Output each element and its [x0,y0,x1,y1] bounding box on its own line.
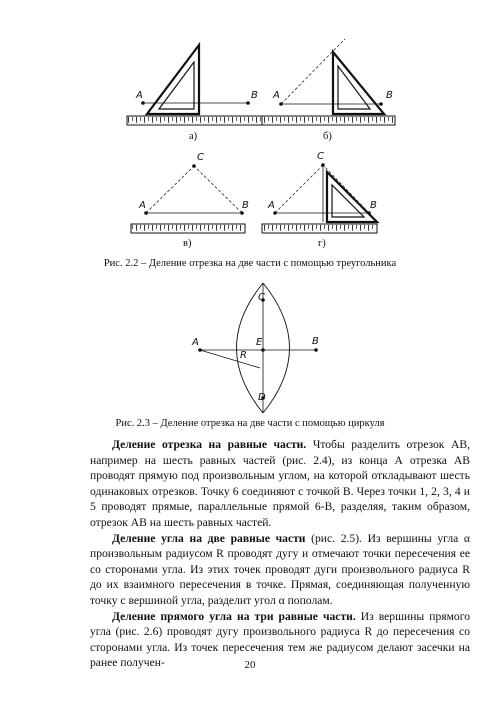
label-c: C [317,151,324,162]
paragraph-heading: Деление угла на две равные части [112,531,306,545]
dashed-ac [275,165,323,213]
figure-caption-2-3: Рис. 2.3 – Деление отрезка на две части с помощью циркуля [115,418,385,429]
figure-caption-2-2: Рис. 2.2 – Деление отрезка на две части с помощью треугольника [103,258,397,269]
figure-g [262,163,377,233]
label-e: E [256,337,263,348]
dashed-line [281,39,345,104]
set-square [147,45,199,114]
subfigure-label-a: а) [189,131,198,142]
label-a: A [268,200,275,211]
paragraph-1 [90,437,470,531]
page-number: 20 [244,659,256,671]
label-a: A [139,200,146,211]
label-b: B [386,90,393,101]
figure-b [262,39,395,125]
ruler [131,224,245,233]
label-c: C [197,152,204,163]
point-a [279,102,283,106]
label-b: B [370,200,377,211]
ruler [262,224,377,233]
point-c [321,163,325,167]
subfigure-label-v: в) [183,238,192,249]
label-r: R [240,350,247,361]
paragraph-body: Чтобы разделить отрезок АВ, например на шесть равных частей (рис. 2.4), из конца А отрезка АВ проводят прямую под произвольным углом, на которой откладывают шесть одинаковых отрезков. Точку 6 соединяют с точкой В. Через точки 1, 2, 3, 4 и 5 проводят прямые, параллельные прямой 6-В, разделяя, таким образом, отрезок АВ на шесть равных частей. [90,438,470,529]
figure-v [131,164,245,233]
label-c: C [258,292,265,303]
paragraph-2 [90,531,470,609]
subfigure-label-b: б) [323,131,332,142]
body-text [90,437,470,671]
label-a: A [136,90,143,101]
point-b [314,348,318,352]
label-b: B [312,336,319,347]
paragraph-body: Из вершины прямого угла (рис. 2.6) проводят дугу произвольного радиуса R до пересечения со сторонами угла. Из точек пересечения тем же радиусом делают засечки на ранее получен- [90,609,470,670]
dashed-ac [146,166,194,213]
point-a [198,348,202,352]
paragraph-heading: Деление отрезка на равные части. [112,438,307,451]
label-b: B [251,90,258,101]
paragraph-body: (рис. 2.5). Из вершины угла α произвольным радиусом R проводят дугу и отмечают точки пересечения ее со сторонами угла. Из этих точек проводят дуги произвольного радиуса R до их взаимного пересечения в точке. Прямая, соединяющая полученную точку с вершиной угла, разделит угол α пополам. [90,531,470,607]
arc-right [263,283,290,413]
point-c [192,164,196,168]
label-b: B [242,200,249,211]
dashed-bc [194,166,242,213]
set-square [333,52,384,114]
point-b [367,211,371,215]
label-a: A [273,90,280,101]
point-b [246,101,250,105]
point-a [144,211,148,215]
point-a [141,101,145,105]
subfigure-label-g: г) [318,238,326,249]
label-d: D [258,392,266,403]
paragraph-heading: Деление прямого угла на три равные части. [112,609,356,623]
radius-line [200,350,260,368]
point-a [273,211,277,215]
point-b [240,211,244,215]
label-a: A [192,337,199,348]
point-e [261,348,265,352]
point-b [379,102,383,106]
ruler [262,116,395,125]
ruler [127,116,262,125]
figure-a [127,45,262,125]
